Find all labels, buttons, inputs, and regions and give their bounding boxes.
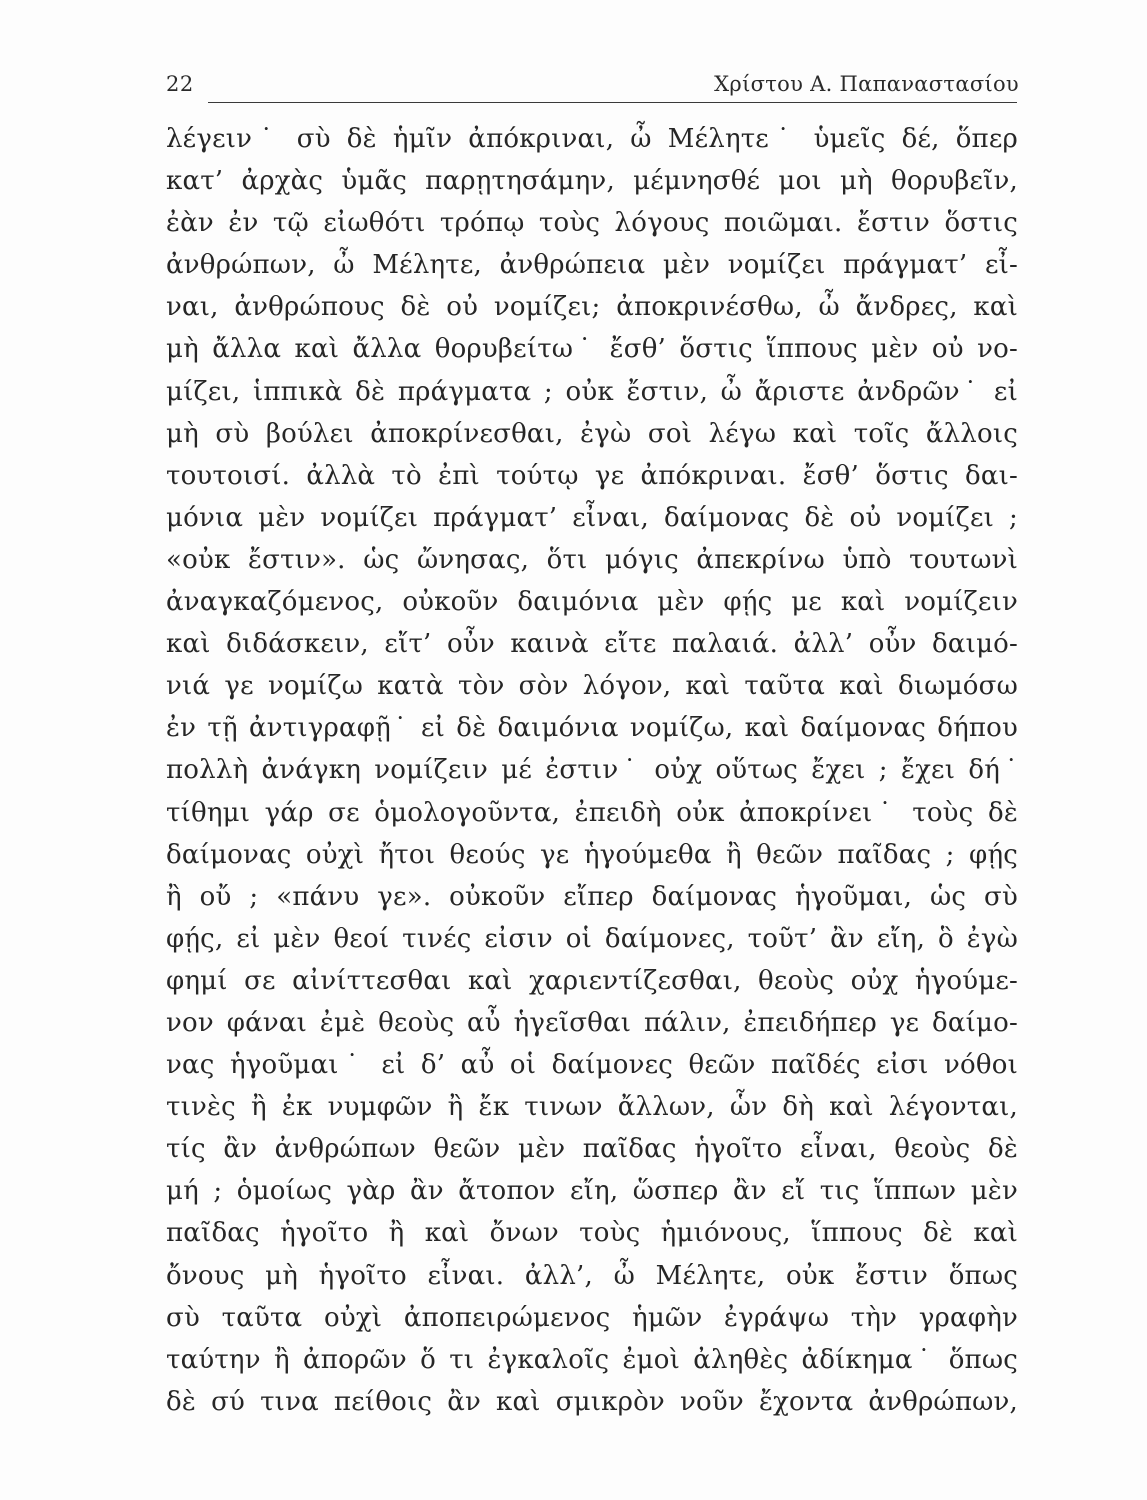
text-line: ταύτην ἢ ἀπορῶν ὅ τι ἐγκαλοῖς ἐμοὶ ἀληθὲς ἀδίκημα˙ ὅπως: [166, 1344, 1018, 1375]
text-line: τουτοισί. ἀλλὰ τὸ ἐπὶ τούτῳ γε ἀπόκριναι. ἔσθ’ ὅστις δαι-: [166, 460, 1018, 491]
text-line: «οὐκ ἔστιν». ὡς ὤνησας, ὅτι μόγις ἀπεκρίνω ὑπὸ τουτωνὶ: [166, 544, 1018, 575]
text-line: ἀναγκαζόμενος, οὐκοῦν δαιμόνια μὲν φῄς με καὶ νομίζειν: [166, 587, 1018, 618]
text-line: ἐὰν ἐν τῷ εἰωθότι τρόπῳ τοὺς λόγους ποιῶμαι. ἔστιν ὅστις: [166, 208, 1018, 239]
text-line: νον φάναι ἐμὲ θεοὺς αὖ ἡγεῖσθαι πάλιν, ἐπειδήπερ γε δαίμο-: [166, 1007, 1018, 1038]
header-rule: [208, 102, 1017, 103]
body-text: [166, 118, 1018, 1423]
text-line: μίζει, ἱππικὰ δὲ πράγματα ; οὐκ ἔστιν, ὦ ἄριστε ἀνδρῶν˙ εἰ: [166, 376, 1018, 407]
text-line: μή ; ὁμοίως γὰρ ἂν ἄτοπον εἴη, ὥσπερ ἂν εἴ τις ἵππων μὲν: [166, 1176, 1018, 1207]
text-line: ναι, ἀνθρώπους δὲ οὐ νομίζει; ἀποκρινέσθω, ὦ ἄνδρες, καὶ: [166, 292, 1018, 323]
text-line: νιά γε νομίζω κατὰ τὸν σὸν λόγον, καὶ ταῦτα καὶ διωμόσω: [166, 671, 1018, 702]
text-line: ἐν τῇ ἀντιγραφῇ˙ εἰ δὲ δαιμόνια νομίζω, καὶ δαίμονας δήπου: [166, 713, 1018, 744]
text-line: μὴ σὺ βούλει ἀποκρίνεσθαι, ἐγὼ σοὶ λέγω καὶ τοῖς ἄλλοις: [166, 418, 1018, 449]
text-line: ἀνθρώπων, ὦ Μέλητε, ἀνθρώπεια μὲν νομίζει πράγματ’ εἶ-: [166, 250, 1018, 281]
text-line: τίθημι γάρ σε ὁμολογοῦντα, ἐπειδὴ οὐκ ἀποκρίνει˙ τοὺς δὲ: [166, 797, 1018, 828]
text-line: λέγειν˙ σὺ δὲ ἡμῖν ἀπόκριναι, ὦ Μέλητε˙ ὑμεῖς δέ, ὅπερ: [166, 124, 1018, 154]
running-head: Χρίστου Α. Παπαναστασίου: [714, 72, 1019, 96]
text-line: ὄνους μὴ ἡγοῖτο εἶναι. ἀλλ’, ὦ Μέλητε, οὐκ ἔστιν ὅπως: [166, 1260, 1018, 1291]
text-line: σὺ ταῦτα οὐχὶ ἀποπειρώμενος ἡμῶν ἐγράψω τὴν γραφὴν: [166, 1302, 1018, 1333]
page-number: 22: [166, 72, 194, 96]
text-line: πολλὴ ἀνάγκη νομίζειν μέ ἐστιν˙ οὐχ οὕτως ἔχει ; ἔχει δή˙: [166, 755, 1018, 786]
text-line: φημί σε αἰνίττεσθαι καὶ χαριεντίζεσθαι, θεοὺς οὐχ ἡγούμε-: [166, 965, 1018, 996]
text-line: τινὲς ἢ ἐκ νυμφῶν ἢ ἔκ τινων ἄλλων, ὧν δὴ καὶ λέγονται,: [166, 1092, 1018, 1123]
text-line: μὴ ἄλλα καὶ ἄλλα θορυβείτω˙ ἔσθ’ ὅστις ἵππους μὲν οὐ νο-: [166, 334, 1018, 365]
text-line: κατ’ ἀρχὰς ὑμᾶς παρῃτησάμην, μέμνησθέ μοι μὴ θορυβεῖν,: [166, 166, 1018, 197]
text-line: δαίμονας οὐχὶ ἤτοι θεούς γε ἡγούμεθα ἢ θεῶν παῖδας ; φῄς: [166, 839, 1018, 870]
text-line: δὲ σύ τινα πείθοις ἂν καὶ σμικρὸν νοῦν ἔχοντα ἀνθρώπων,: [166, 1386, 1018, 1417]
page-header: [166, 70, 1019, 104]
text-line: ἢ οὔ ; «πάνυ γε». οὐκοῦν εἴπερ δαίμονας ἡγοῦμαι, ὡς σὺ: [166, 881, 1018, 912]
text-line: νας ἡγοῦμαι˙ εἰ δ’ αὖ οἱ δαίμονες θεῶν παῖδές εἰσι νόθοι: [166, 1050, 1018, 1081]
text-line: τίς ἂν ἀνθρώπων θεῶν μὲν παῖδας ἡγοῖτο εἶναι, θεοὺς δὲ: [166, 1134, 1018, 1165]
text-line: καὶ διδάσκειν, εἴτ’ οὖν καινὰ εἴτε παλαιά. ἀλλ’ οὖν δαιμό-: [166, 629, 1018, 660]
text-line: φῄς, εἰ μὲν θεοί τινές εἰσιν οἱ δαίμονες, τοῦτ’ ἂν εἴη, ὃ ἐγὼ: [166, 923, 1018, 954]
text-line: παῖδας ἡγοῖτο ἢ καὶ ὄνων τοὺς ἡμιόνους, ἵππους δὲ καὶ: [166, 1218, 1018, 1249]
text-line: μόνια μὲν νομίζει πράγματ’ εἶναι, δαίμονας δὲ οὐ νομίζει ;: [166, 502, 1018, 533]
